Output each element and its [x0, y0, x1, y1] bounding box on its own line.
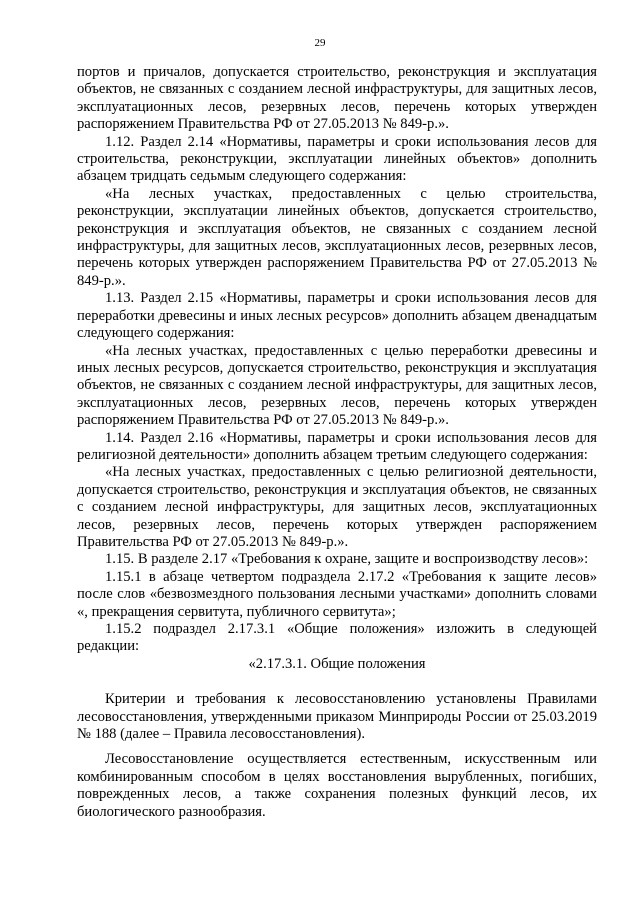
- document-body: [77, 64, 597, 821]
- paragraph-continuation: портов и причалов, допускается строительство, реконструкция и эксплуатация объектов, не связанных с созданием лесной инфраструктуры, для защитных лесов, эксплуатационных лесов, резервных лесов, перечень которых утвержден распоряжением Правительства РФ от 27.05.2013 № 849-р.».: [77, 64, 597, 133]
- paragraph-item-1-15-2: 1.15.2 подраздел 2.17.3.1 «Общие положения» изложить в следующей редакции:: [77, 621, 597, 655]
- paragraph-item-1-12: 1.12. Раздел 2.14 «Нормативы, параметры и сроки использования лесов для строительства, реконструкции, эксплуатации линейных объектов» дополнить абзацем тридцать седьмым следующего содержания:: [77, 133, 597, 185]
- paragraph-criteria: Критерии и требования к лесовосстановлению установлены Правилами лесовосстановления, утвержденными приказом Минприроды России от 25.03.2019 № 188 (далее – Правила лесовосстановления).: [77, 691, 597, 743]
- paragraph-quote-1-13: «На лесных участках, предоставленных с целью переработки древесины и иных лесных ресурсов, допускается строительство, реконструкция и эксплуатация объектов, не связанных с созданием лесной инфраструктуры, для защитных лесов, эксплуатационных лесов, резервных лесов, перечень которых утвержден распоряжением Правительства РФ от 27.05.2013 № 849-р.».: [77, 342, 597, 429]
- spacer: [77, 743, 597, 751]
- paragraph-reforestation: Лесовосстановление осуществляется естественным, искусственным или комбинированным способом в целях восстановления вырубленных, погибших, поврежденных лесов, а также сохранения полезных функций лесов, их биологического разнообразия.: [77, 751, 597, 820]
- paragraph-item-1-15: 1.15. В разделе 2.17 «Требования к охране, защите и воспроизводству лесов»:: [105, 551, 589, 568]
- paragraph-item-1-15-1: 1.15.1 в абзаце четвертом подраздела 2.17.2 «Требования к защите лесов» после слов «безвозмездного пользования лесными участками» дополнить словами «, прекращения сервитута, публичного сервитута»;: [77, 568, 597, 620]
- paragraph-item-1-13: 1.13. Раздел 2.15 «Нормативы, параметры и сроки использования лесов для переработки древесины и иных лесных ресурсов» дополнить абзацем двенадцатым следующего содержания:: [77, 290, 597, 342]
- paragraph-quote-1-12: «На лесных участках, предоставленных с целью строительства, реконструкции, эксплуатации линейных объектов, допускается строительство, реконструкция и эксплуатация объектов, не связанных с созданием лесной инфраструктуры, для защитных лесов, эксплуатационных лесов, резервных лесов, перечень которых утвержден распоряжением Правительства РФ от 27.05.2013 № 849-р.».: [77, 185, 597, 289]
- spacer: [77, 673, 597, 691]
- section-heading: «2.17.3.1. Общие положения: [248, 655, 426, 672]
- paragraph-quote-1-14: «На лесных участках, предоставленных с целью религиозной деятельности, допускается строительство, реконструкция и эксплуатация объектов, не связанных с созданием лесной инфраструктуры, для защитных лесов, эксплуатационных лесов, резервных лесов, перечень которых утвержден распоряжением Правительства РФ от 27.05.2013 № 849-р.».: [77, 464, 597, 550]
- paragraph-item-1-14: 1.14. Раздел 2.16 «Нормативы, параметры и сроки использования лесов для религиозной деятельности» дополнить абзацем третьим следующего содержания:: [77, 429, 597, 463]
- page-number: 29: [314, 37, 326, 49]
